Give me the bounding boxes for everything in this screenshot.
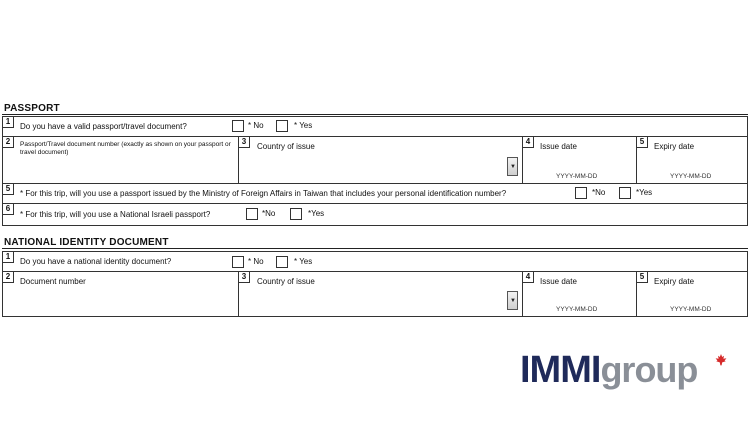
identity-issue-date-hint: YYYY-MM-DD xyxy=(556,306,598,313)
passport-q1-yes-checkbox[interactable] xyxy=(276,120,288,132)
passport-q1-number: 1 xyxy=(3,117,14,128)
identity-q4-number: 4 xyxy=(523,272,534,283)
identity-q1-no-label: * No xyxy=(248,257,264,266)
passport-country-cell[interactable] xyxy=(239,137,523,183)
passport-israeli-row xyxy=(2,203,748,226)
passport-q6-label: * For this trip, will you use a National Israeli passport? xyxy=(20,210,211,219)
passport-taiwan-row xyxy=(2,183,748,204)
identity-q1-label: Do you have a national identity document? xyxy=(20,257,172,266)
passport-q6-no-label: *No xyxy=(262,209,276,218)
identity-q2-label: Document number xyxy=(20,277,86,286)
passport-q5-label: Expiry date xyxy=(654,142,695,151)
passport-expiry-date-cell[interactable] xyxy=(637,137,747,183)
passport-q6-yes-checkbox[interactable] xyxy=(290,208,302,220)
chevron-down-icon: ▼ xyxy=(510,298,516,304)
passport-q5b-label: * For this trip, will you use a passport issued by the Ministry of Foreign Affairs in Taiwan that includes your personal identification number? xyxy=(20,189,507,198)
passport-q2-number: 2 xyxy=(3,137,14,148)
identity-country-cell[interactable] xyxy=(239,272,523,316)
passport-issue-date-hint: YYYY-MM-DD xyxy=(556,173,598,180)
passport-q4-number: 4 xyxy=(523,137,534,148)
passport-q5-number: 5 xyxy=(637,137,648,148)
identity-q1-yes-label: * Yes xyxy=(294,257,313,266)
passport-q5b-number: 5 xyxy=(3,184,14,195)
identity-q1-no-checkbox[interactable] xyxy=(232,256,244,268)
passport-q1-no-checkbox[interactable] xyxy=(232,120,244,132)
passport-expiry-date-hint: YYYY-MM-DD xyxy=(670,173,712,180)
identity-section-title: NATIONAL IDENTITY DOCUMENT xyxy=(4,237,169,248)
identity-number-cell[interactable] xyxy=(3,272,239,316)
identity-q5-label: Expiry date xyxy=(654,277,695,286)
passport-q5b-yes-label: *Yes xyxy=(636,188,653,197)
logo-part-immi: IMMI xyxy=(520,349,601,391)
passport-country-dropdown[interactable] xyxy=(507,157,518,176)
passport-q5b-yes-checkbox[interactable] xyxy=(619,187,631,199)
passport-q6-no-checkbox[interactable] xyxy=(246,208,258,220)
identity-q1-row xyxy=(2,251,748,272)
identity-q3-label: Country of issue xyxy=(257,277,315,286)
identity-q3-number: 3 xyxy=(239,272,250,283)
identity-country-dropdown[interactable] xyxy=(507,291,518,310)
passport-section-title: PASSPORT xyxy=(4,103,60,114)
immigroup-logo xyxy=(520,350,697,390)
passport-number-cell[interactable] xyxy=(3,137,239,183)
passport-q5b-no-checkbox[interactable] xyxy=(575,187,587,199)
identity-q1-yes-checkbox[interactable] xyxy=(276,256,288,268)
passport-q1-label: Do you have a valid passport/travel document? xyxy=(20,122,187,131)
passport-q6-number: 6 xyxy=(3,204,14,215)
identity-q2-number: 2 xyxy=(3,272,14,283)
identity-q4-label: Issue date xyxy=(540,277,577,286)
identity-details-row xyxy=(2,271,748,317)
passport-details-row xyxy=(2,136,748,184)
passport-title-rule xyxy=(2,114,748,115)
passport-q2-label: Passport/Travel document number (exactly as shown on your passport or travel document) xyxy=(20,141,231,156)
identity-q5-number: 5 xyxy=(637,272,648,283)
passport-q3-number: 3 xyxy=(239,137,250,148)
identity-expiry-date-hint: YYYY-MM-DD xyxy=(670,306,712,313)
identity-issue-date-cell[interactable] xyxy=(523,272,637,316)
passport-q1-yes-label: * Yes xyxy=(294,121,313,130)
passport-q1-row xyxy=(2,116,748,137)
identity-q1-number: 1 xyxy=(3,252,14,263)
identity-expiry-date-cell[interactable] xyxy=(637,272,747,316)
maple-leaf-icon xyxy=(715,354,727,366)
chevron-down-icon: ▼ xyxy=(510,164,516,170)
passport-issue-date-cell[interactable] xyxy=(523,137,637,183)
passport-q1-no-label: * No xyxy=(248,121,264,130)
identity-title-rule xyxy=(2,248,748,249)
passport-q4-label: Issue date xyxy=(540,142,577,151)
passport-q3-label: Country of issue xyxy=(257,142,315,151)
passport-q5b-no-label: *No xyxy=(592,188,606,197)
logo-part-group: group xyxy=(600,349,698,390)
passport-q6-yes-label: *Yes xyxy=(308,209,325,218)
